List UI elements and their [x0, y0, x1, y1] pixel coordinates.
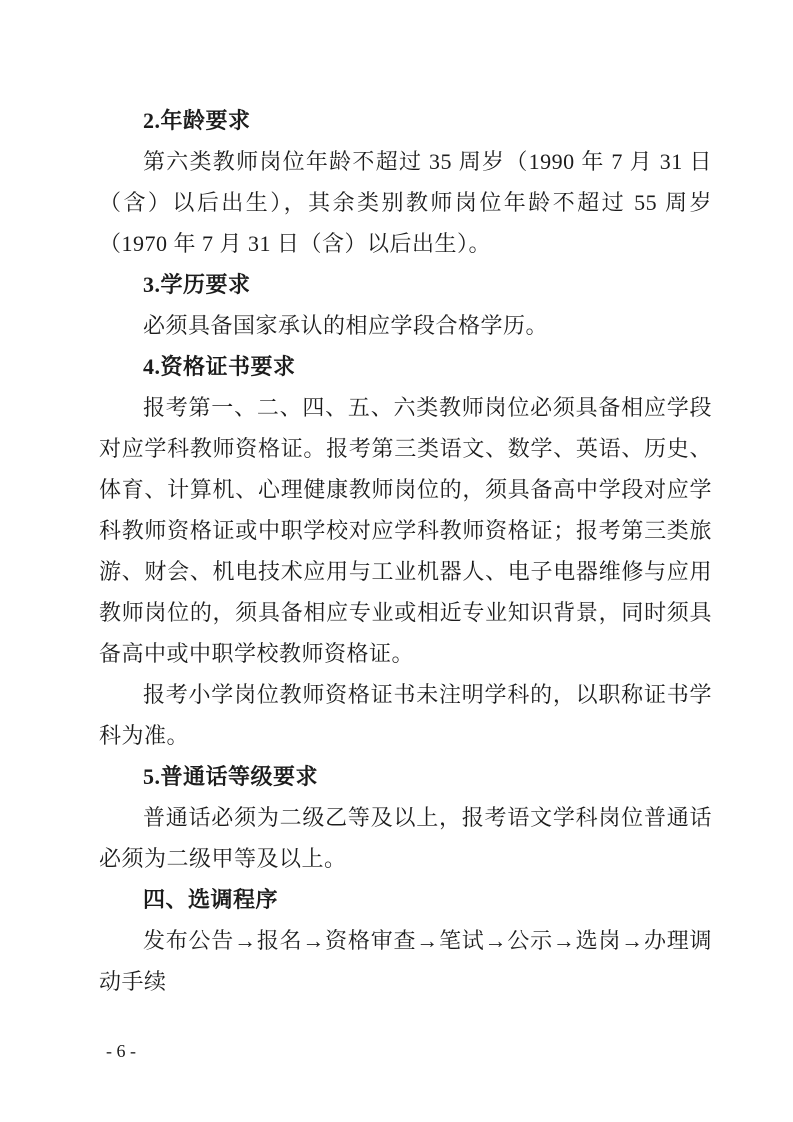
- page-number: - 6 -: [106, 1041, 136, 1061]
- para-education-requirement: 必须具备国家承认的相应学段合格学历。: [143, 313, 549, 338]
- heading-certificate-requirement: 4.资格证书要求: [143, 354, 296, 379]
- heading-age-requirement: 2.年龄要求: [143, 108, 251, 133]
- heading-selection-procedure: 四、选调程序: [143, 887, 279, 912]
- heading-mandarin-requirement: 5.普通话等级要求: [143, 764, 319, 789]
- para-certificate-requirement-2: 报考小学岗位教师资格证书未注明学科的，以职称证书学科为准。: [99, 682, 712, 748]
- para-selection-procedure: 发布公告→报名→资格审查→笔试→公示→选岗→办理调动手续: [99, 928, 712, 994]
- para-certificate-requirement-1: 报考第一、二、四、五、六类教师岗位必须具备相应学段对应学科教师资格证。报考第三类语文、数学、英语、历史、体育、计算机、心理健康教师岗位的，须具备高中学段对应学科教师资格证或中职学校对应学科教师资格证；报考第三类旅游、财会、机电技术应用与工业机器人、电子电器维修与应用教师岗位的，须具备相应专业或相近专业知识背景，同时须具备高中或中职学校教师资格证。: [99, 395, 712, 666]
- para-mandarin-requirement: 普通话必须为二级乙等及以上，报考语文学科岗位普通话必须为二级甲等及以上。: [99, 805, 712, 871]
- document-body: [99, 100, 712, 1002]
- heading-education-requirement: 3.学历要求: [143, 272, 251, 297]
- para-age-requirement: 第六类教师岗位年龄不超过 35 周岁（1990 年 7 月 31 日（含）以后出生），其余类别教师岗位年龄不超过 55 周岁（1970 年 7 月 31 日（含）以后出生）。: [99, 149, 712, 256]
